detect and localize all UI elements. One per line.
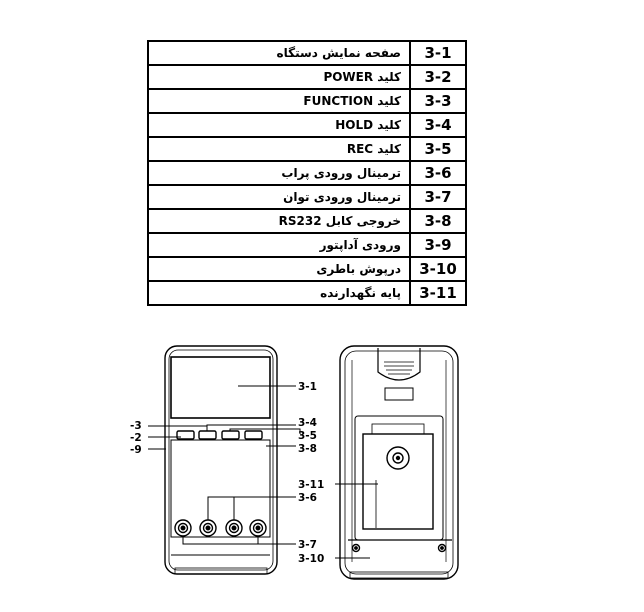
probe-terminal-2 (226, 520, 242, 536)
legend-code: 3-2 (410, 65, 466, 89)
label-probe-terminals: 3-6 (298, 492, 317, 504)
stand-hinge (372, 424, 424, 434)
legend-row (148, 281, 466, 305)
legend-desc: ورودی آداپتور (148, 233, 410, 257)
power-input-terminal-2 (250, 520, 266, 536)
label-function-key: -3 (130, 420, 142, 432)
legend-desc: ترمینال ورودی پراب (148, 161, 410, 185)
legend-desc: پایه نگهدارنده (148, 281, 410, 305)
label-display: 3-1 (298, 381, 317, 393)
battery-screw-left (353, 545, 360, 552)
legend-code: 3-4 (410, 113, 466, 137)
speaker-grille (384, 362, 414, 374)
legend-row (148, 257, 466, 281)
rear-view (335, 346, 458, 579)
legend-row (148, 233, 466, 257)
rear-label-plate (385, 388, 413, 400)
battery-screw-right (439, 545, 446, 552)
legend-code: 3-9 (410, 233, 466, 257)
keypad-panel (171, 440, 270, 537)
legend-desc: کلید REC (148, 137, 410, 161)
legend-code: 3-5 (410, 137, 466, 161)
legend-row (148, 89, 466, 113)
legend-desc: ترمینال ورودی توان (148, 185, 410, 209)
legend-row (148, 65, 466, 89)
leader-3-6 (208, 497, 234, 520)
legend-row (148, 137, 466, 161)
speaker-housing (378, 348, 420, 380)
legend-code: 3-7 (410, 185, 466, 209)
rec-key (245, 431, 262, 439)
front-view (148, 346, 300, 574)
label-rec-key: 3-5 (298, 430, 317, 442)
label-rs232: 3-8 (298, 443, 317, 455)
label-stand: 3-11 (298, 479, 325, 491)
label-power-terminal: 3-7 (298, 539, 317, 551)
legend-code: 3-6 (410, 161, 466, 185)
probe-terminal-1 (200, 520, 216, 536)
legend-desc: کلید POWER (148, 65, 410, 89)
legend-code: 3-11 (410, 281, 466, 305)
legend-desc: درپوش باطری (148, 257, 410, 281)
leader-3-4 (207, 425, 296, 431)
label-adapter: -9 (130, 444, 142, 456)
stand-panel (363, 434, 433, 529)
legend-row (148, 41, 466, 65)
legend-desc: کلید HOLD (148, 113, 410, 137)
legend-code: 3-3 (410, 89, 466, 113)
function-key (199, 431, 216, 439)
front-bottom-rim (175, 568, 267, 574)
legend-table (147, 40, 467, 306)
hold-key (222, 431, 239, 439)
leader-3-5 (230, 429, 300, 434)
power-input-terminal (175, 520, 191, 536)
label-power-key: -2 (130, 432, 142, 444)
legend-desc: خروجی کابل RS232 (148, 209, 410, 233)
front-body-outline (165, 346, 277, 574)
legend-code: 3-1 (410, 41, 466, 65)
legend-row (148, 209, 466, 233)
power-key (177, 431, 194, 439)
legend-row (148, 161, 466, 185)
legend-row (148, 113, 466, 137)
display-screen (171, 357, 270, 418)
rear-bottom-rim (350, 572, 448, 578)
label-hold-key: 3-4 (298, 417, 317, 429)
device-diagram (0, 330, 644, 612)
legend-code: 3-8 (410, 209, 466, 233)
legend-desc: صفحه نمایش دستگاه (148, 41, 410, 65)
label-battery-cover: 3-10 (298, 553, 325, 565)
legend-desc: کلید FUNCTION (148, 89, 410, 113)
legend-row (148, 185, 466, 209)
legend-code: 3-10 (410, 257, 466, 281)
stand-screw (387, 447, 409, 469)
